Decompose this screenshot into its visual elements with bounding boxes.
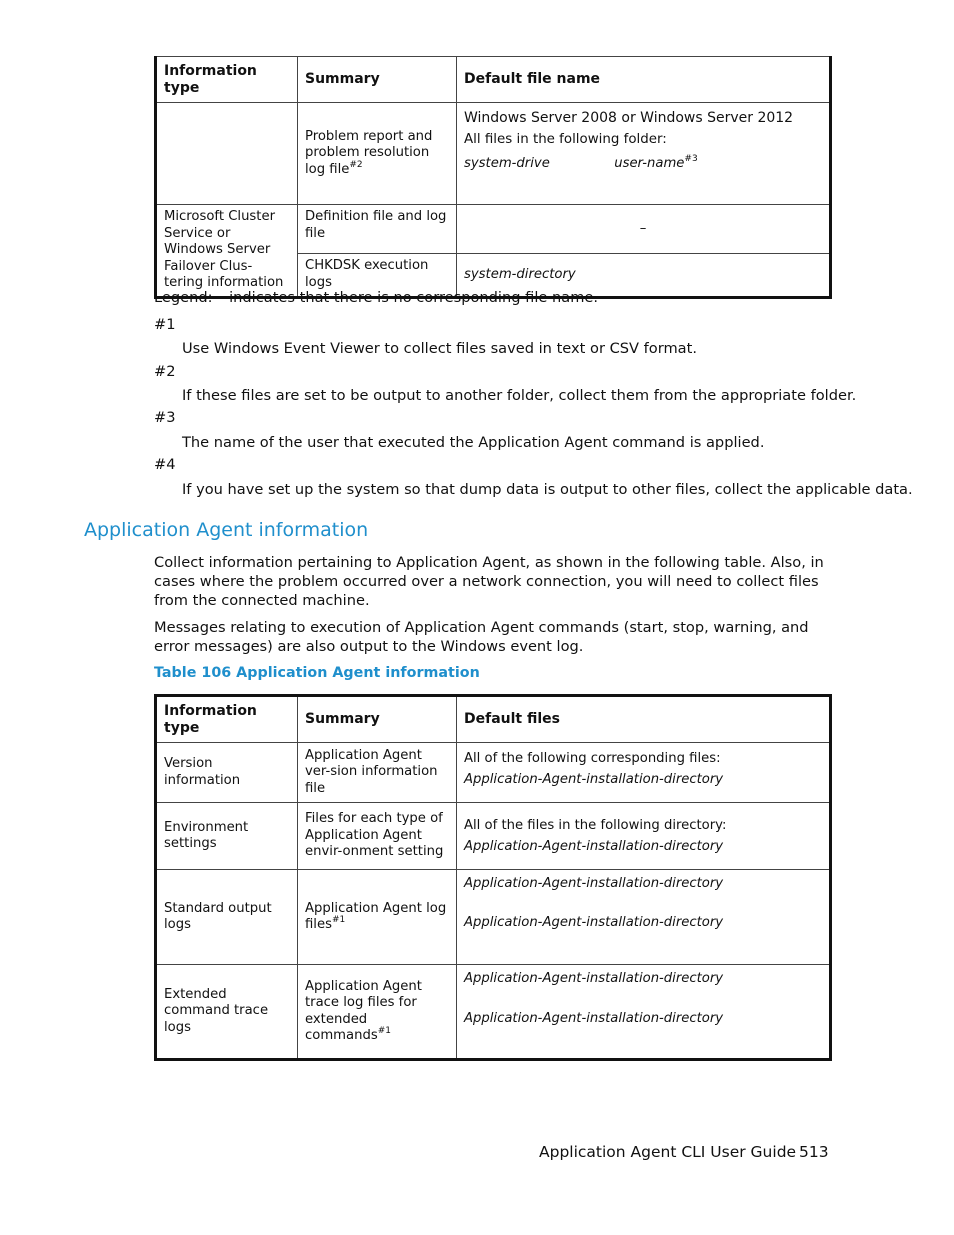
footnote-ref: #1	[331, 915, 346, 925]
legend: Legend: – indicates that there is no corresponding file name.	[154, 289, 599, 306]
cell-default-files	[457, 965, 831, 1060]
cell-info-type: Standard output logs	[156, 870, 298, 965]
cell-summary	[298, 103, 457, 205]
cell-default-file: –	[457, 205, 831, 254]
cell-info-type: Version information	[156, 743, 298, 803]
note-tag: #1	[154, 316, 176, 333]
header-default-files: Default files	[457, 696, 831, 743]
summary-text: Application Agent trace log files for extended commands	[305, 978, 422, 1043]
summary-text: Problem report and problem resolution log file	[305, 128, 433, 177]
default-path: Application-Agent-installation-directory	[464, 876, 724, 891]
cell-summary	[298, 965, 457, 1060]
table-row	[156, 743, 831, 803]
note-tag: #2	[154, 363, 176, 380]
path-system-drive: system-drive	[464, 156, 550, 171]
cell-info-type: Environment settings	[156, 803, 298, 870]
path-user-name: user-name	[614, 156, 685, 171]
footnote-ref: #2	[349, 159, 363, 170]
paragraph: Messages relating to execution of Application Agent commands (start, stop, warning, and error messages) are also output to the Windows event log.	[154, 619, 809, 655]
header-summary: Summary	[298, 57, 457, 103]
cell-default-file: system-directory	[457, 254, 831, 297]
default-path: Application-Agent-installation-directory	[464, 1010, 724, 1026]
cell-info-type: Extended command trace logs	[156, 965, 298, 1060]
cell-summary: Files for each type of Application Agent envir-onment setting	[298, 803, 457, 870]
note-tag: #4	[154, 456, 176, 473]
default-line: All of the files in the following directory:	[464, 818, 727, 833]
table-row	[156, 803, 831, 870]
note-text: If you have set up the system so that dump data is output to other files, collect the applicable data.	[182, 481, 913, 498]
paragraph: Collect information pertaining to Application Agent, as shown in the following table. Also, in cases where the problem occurred over a network connection, you will need to collect files from the connected machine.	[154, 554, 824, 609]
top-table	[154, 56, 832, 299]
table-row	[156, 103, 831, 205]
cell-info-type-empty	[156, 103, 298, 205]
header-information-type: Information type	[156, 57, 298, 103]
cell-summary: Application Agent ver-sion information file	[298, 743, 457, 803]
note-text: Use Windows Event Viewer to collect files saved in text or CSV format.	[182, 340, 697, 357]
cell-default-files	[457, 743, 831, 803]
cell-default-files	[457, 803, 831, 870]
table-caption: Table 106 Application Agent information	[154, 665, 480, 681]
cell-summary: Definition file and log file	[298, 205, 457, 254]
footer-guide-title: Application Agent CLI User Guide	[539, 1143, 797, 1161]
table-row	[156, 965, 831, 1060]
table-row	[156, 205, 831, 254]
cell-default-file	[457, 103, 831, 205]
default-path: Application-Agent-installation-directory	[464, 971, 724, 986]
default-path: Application-Agent-installation-directory	[464, 772, 724, 787]
summary-text: Application Agent log files	[305, 900, 447, 932]
default-path: Application-Agent-installation-directory	[464, 839, 724, 854]
header-summary: Summary	[298, 696, 457, 743]
default-line: All of the following corresponding files:	[464, 751, 721, 766]
header-information-type: Information type	[156, 696, 298, 743]
table-row	[156, 870, 831, 965]
page-number: 513	[799, 1143, 829, 1161]
cell-summary: CHKDSK execution logs	[298, 254, 457, 297]
note-text: The name of the user that executed the Application Agent command is applied.	[182, 434, 765, 451]
default-line: Windows Server 2008 or Windows Server 2012	[464, 110, 794, 126]
note-text: If these files are set to be output to another folder, collect them from the appropriate folder.	[182, 387, 857, 404]
default-line: All files in the following folder:	[464, 132, 667, 147]
cell-summary	[298, 870, 457, 965]
section-title: Application Agent information	[84, 519, 369, 541]
default-path: Application-Agent-installation-directory	[464, 914, 724, 930]
cell-info-type: Microsoft Cluster Service or Windows Server Failover Clus-tering information	[156, 205, 298, 298]
cell-default-files	[457, 870, 831, 965]
footnote-ref: #3	[684, 154, 698, 164]
note-tag: #3	[154, 409, 176, 426]
footnote-ref: #1	[377, 1026, 391, 1036]
agent-info-table	[154, 694, 832, 1061]
header-default-file-name: Default file name	[457, 57, 831, 103]
